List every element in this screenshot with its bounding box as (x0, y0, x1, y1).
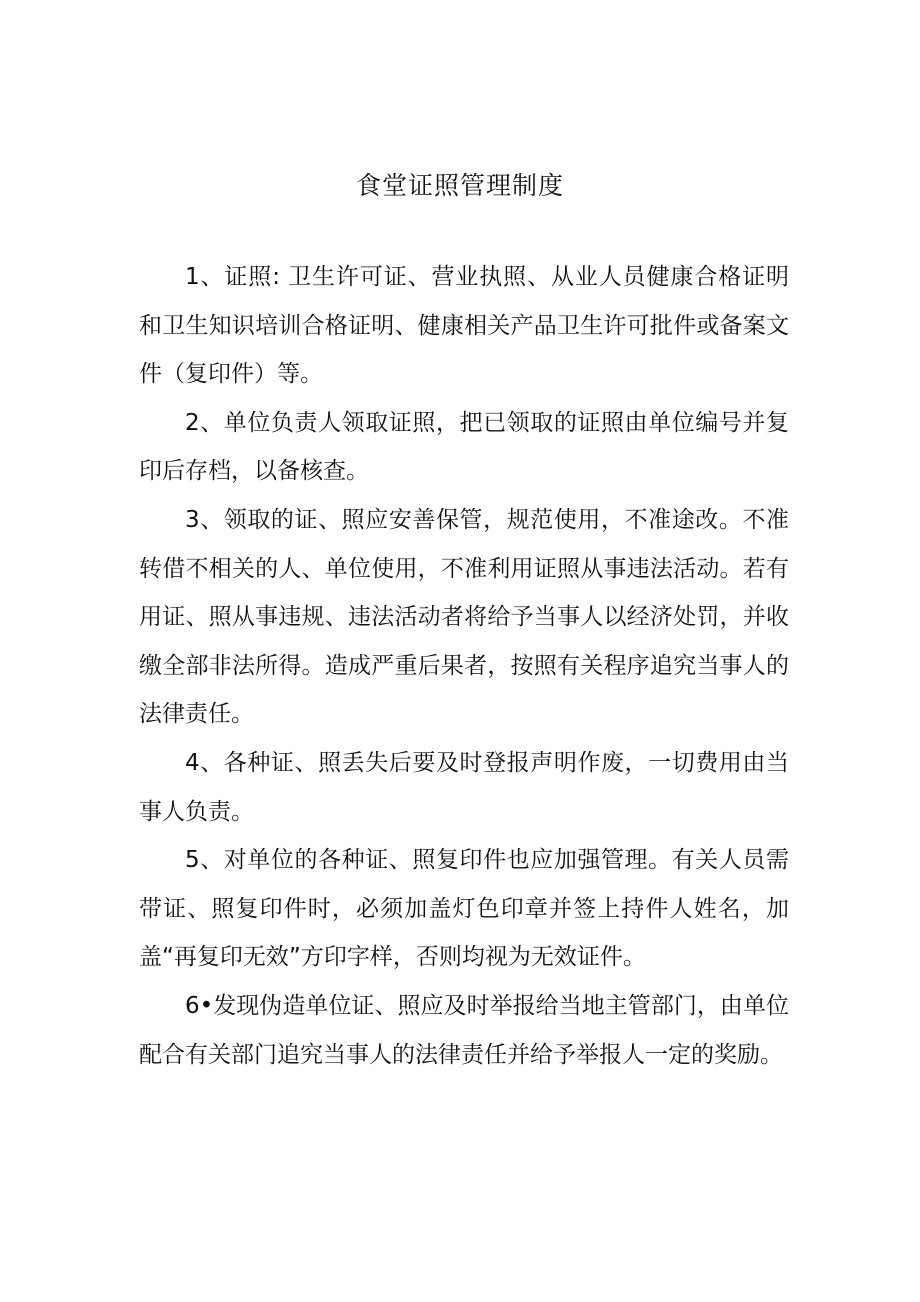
document-title: 食堂证照管理制度 (355, 171, 564, 200)
paragraph-6: 6•发现伪造单位证、照应及时举报给当地主管部门，由单位配合有关部门追究当事人的法律责任并给予举报人一定的奖励。 (139, 992, 789, 1068)
paragraph-3: 3、领取的证、照应安善保管，规范使用，不准途改。不准转借不相关的人、单位使用，不准利用证照从事违法活动。若有用证、照从事违规、违法活动者将给予当事人以经济处罚，并收缴全部非法所得。造成严重后果者，按照有关程序追究当事人的法律责任。 (139, 506, 789, 728)
document-body (139, 253, 789, 1079)
paragraph-4: 4、各种证、照丢失后要及时登报声明作废，一切费用由当事人负责。 (139, 749, 789, 825)
paragraph-5: 5、对单位的各种证、照复印件也应加强管理。有关人员需带证、照复印件时，必须加盖灯色印章并签上持件人姓名，加盖“再复印无效”方印字样，否则均视为无效证件。 (139, 847, 789, 971)
paragraph-2: 2、单位负责人领取证照，把已领取的证照由单位编号并复印后存档，以备核查。 (139, 409, 789, 485)
paragraph-1: 1、证照: 卫生许可证、营业执照、从业人员健康合格证明和卫生知识培训合格证明、健康相关产品卫生许可批件或备案文件（复印件）等。 (139, 264, 789, 388)
